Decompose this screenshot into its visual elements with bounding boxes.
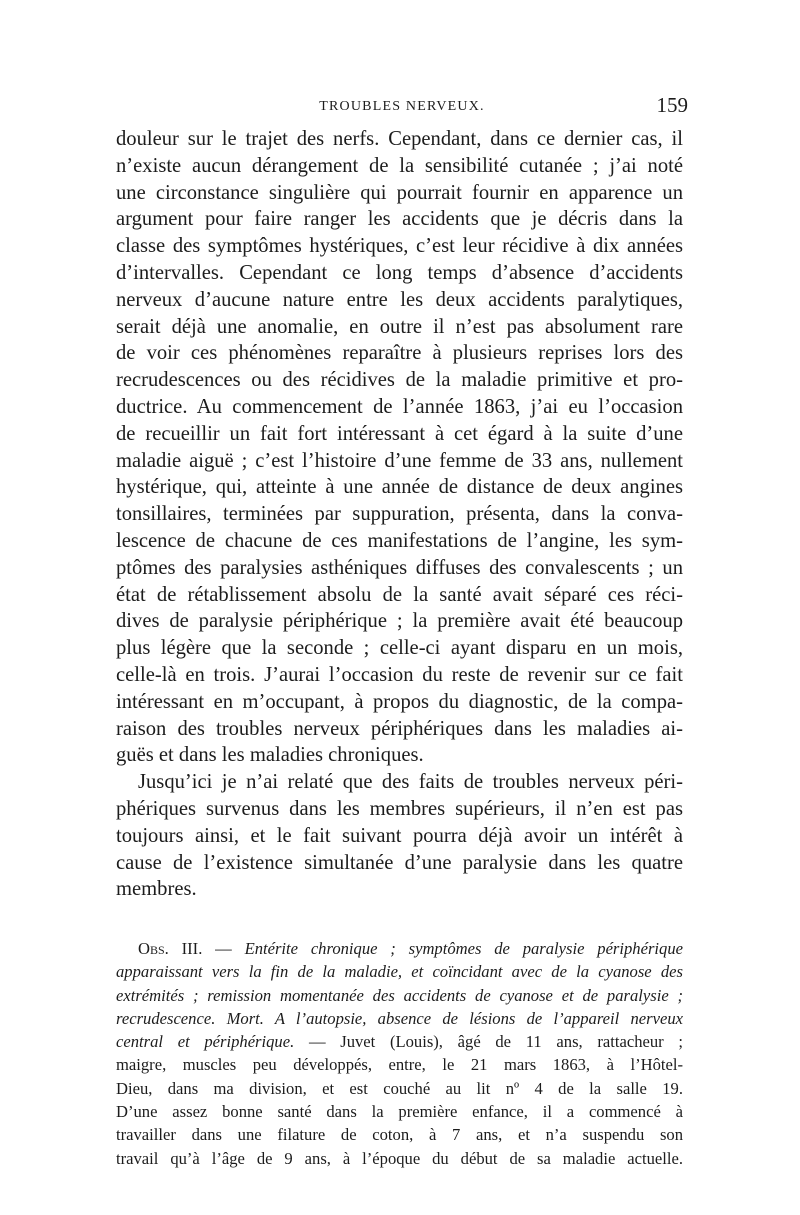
text-line: de recueillir un fait fort intéressant à cet égard à la suite d’une [116, 422, 683, 445]
text-line: serait déjà une anomalie, en outre il n’est pas absolument rare [116, 315, 683, 338]
text-line: celle-là en trois. J’aurai l’occasion du reste de revenir sur ce fait [116, 663, 683, 686]
text-line: intéressant en m’occupant, à propos du diagnostic, de la compa- [116, 690, 683, 713]
obs-line [116, 1030, 683, 1053]
paragraph-2 [116, 769, 683, 903]
obs-line: travail qu’à l’âge de 9 ans, à l’époque du début de sa maladie actuelle. [116, 1148, 683, 1168]
text-line: lescence de chacune de ces manifestations de l’angine, les sym- [116, 529, 683, 552]
text-line: raison des troubles nerveux périphériques dans les maladies ai- [116, 717, 683, 740]
text-line: de voir ces phénomènes reparaître à plusieurs reprises lors des [116, 342, 683, 365]
text-line: plus légère que la seconde ; celle-ci ayant disparu en un mois, [116, 637, 683, 660]
text-line: phériques survenus dans les membres supérieurs, il n’en est pas [116, 797, 683, 820]
text-line: ductrice. Au commencement de l’année 1863, j’ai eu l’occasion [116, 395, 683, 418]
text-line: cause de l’existence simultanée d’une paralysie dans les quatre [116, 851, 683, 874]
obs-line: travailler dans une filature de coton, à 7 ans, et n’a suspendu son [116, 1125, 683, 1145]
obs-line: apparaissant vers la fin de la maladie, et coïncidant avec de la cyanose des [116, 962, 683, 982]
text-line: toujours ainsi, et le fait suivant pourra déjà avoir un intérêt à [116, 824, 683, 847]
text-line: recrudescences ou des récidives de la maladie primitive et pro- [116, 369, 683, 392]
text-line: une circonstance singulière qui pourrait fournir en apparence un [116, 181, 683, 204]
obs-line: maigre, muscles peu développés, entre, le 21 mars 1863, à l’Hôtel- [116, 1055, 683, 1075]
text-line: membres. [116, 878, 197, 901]
paragraph-1 [116, 126, 683, 769]
text-line: classe des symptômes hystériques, c’est leur récidive à dix années [116, 235, 683, 258]
text-line: n’existe aucun dérangement de la sensibilité cutanée ; j’ai noté [116, 154, 683, 177]
obs-line: recrudescence. Mort. A l’autopsie, absence de lésions de l’appareil nerveux [116, 1008, 683, 1028]
main-text [116, 126, 683, 903]
obs-title-end: central et périphérique. [116, 1032, 295, 1052]
obs-line: D’une assez bonne santé dans la première enfance, il a commencé à [116, 1102, 683, 1122]
obs-patient: — Juvet (Louis), âgé de 11 ans, rattacheur ; [294, 1032, 684, 1052]
text-line: guës et dans les maladies chroniques. [116, 744, 424, 767]
text-line: tonsillaires, terminées par suppuration, présenta, dans la conva- [116, 503, 683, 526]
text-line: maladie aiguë ; c’est l’histoire d’une femme de 33 ans, nullement [116, 449, 683, 472]
running-title: TROUBLES NERVEUX. [319, 99, 485, 114]
text-line: ptômes des paralysies asthéniques diffuses des convalescents ; un [116, 556, 683, 579]
text-line: Jusqu’ici je n’ai relaté que des faits de troubles nerveux péri- [138, 771, 683, 794]
page-number: 159 [656, 93, 688, 117]
text-line: état de rétablissement absolu de la santé avait séparé ces réci- [116, 583, 683, 606]
obs-title: Entérite chronique ; symptômes de paralysie périphérique [244, 939, 683, 958]
text-line: hystérique, qui, atteinte à une année de distance de deux angines [116, 476, 683, 499]
text-line: dives de paralysie périphérique ; la première avait été beaucoup [116, 610, 683, 633]
text-line: douleur sur le trajet des nerfs. Cependant, dans ce dernier cas, il [116, 128, 683, 150]
observation-block [116, 937, 683, 1170]
text-line: nerveux d’aucune nature entre les deux accidents paralytiques, [116, 288, 683, 311]
text-line: d’intervalles. Cependant ce long temps d’absence d’accidents [116, 261, 683, 284]
obs-line: Dieu, dans ma division, et est couché au lit nº 4 de la salle 19. [116, 1078, 683, 1098]
obs-label: Obs. III. — [138, 939, 232, 958]
obs-line: extrémités ; remission momentanée des accidents de cyanose et de paralysie ; [116, 985, 683, 1005]
text-line: argument pour faire ranger les accidents que je décris dans la [116, 208, 683, 231]
obs-line [116, 937, 683, 960]
page-header [116, 93, 688, 123]
